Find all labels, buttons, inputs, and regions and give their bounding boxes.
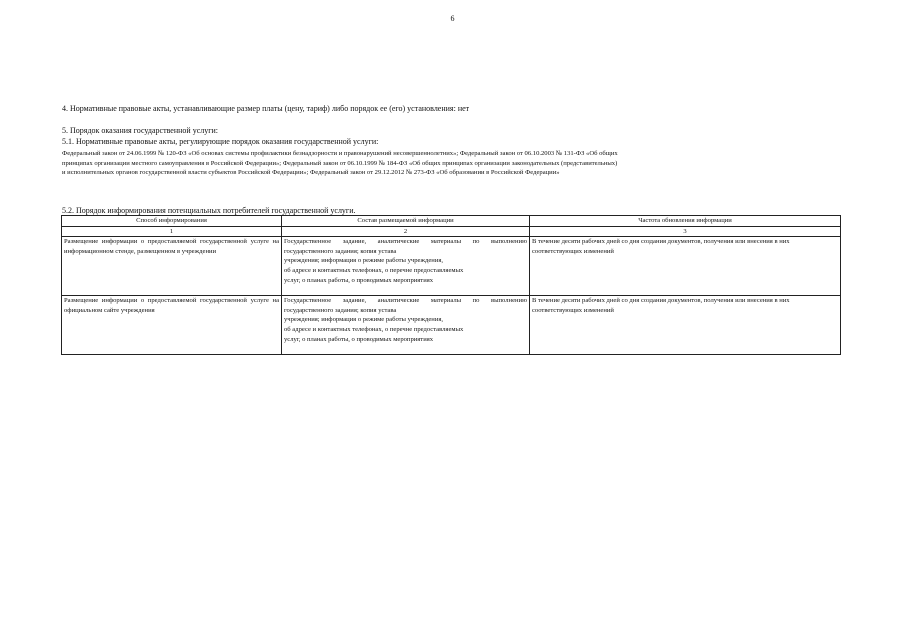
header-content: Состав размещаемой информации — [282, 216, 530, 227]
section-5-title: 5. Порядок оказания государственной услуги: — [62, 126, 219, 135]
information-table — [61, 215, 841, 355]
content-lead: Государственное задание, аналитические материалы по выполнению государственного задания; копия устава — [284, 238, 527, 255]
cell-frequency: В течение десяти рабочих дней со дня создания документов, получения или внесения в них соответствующих изменений — [530, 237, 841, 296]
header-method: Способ информирования — [62, 216, 282, 227]
page-number: 6 — [450, 14, 455, 23]
content-line: услуг, о планах работы, о проводимых мероприятиях — [284, 276, 434, 284]
table-number-row — [62, 226, 841, 237]
section-5-1-title: 5.1. Нормативные правовые акты, регулирующие порядок оказания государственной услуги: — [62, 137, 379, 146]
content-lead: Государственное задание, аналитические материалы по выполнению государственного задания; копия устава — [284, 297, 527, 314]
table-row — [62, 237, 841, 296]
law-line: Федеральный закон от 24.06.1999 № 120-ФЗ «Об основах системы профилактики безнадзорности и правонарушений несовершеннолетних»; Федеральный закон от 06.10.2003 № 131-ФЗ «Об общих — [62, 150, 618, 157]
section-5-2-title: 5.2. Порядок информирования потенциальных потребителей государственной услуги. — [62, 206, 356, 215]
content-line: об адресе и контактных телефонах, о перечне предоставляемых — [284, 325, 464, 333]
cell-frequency: В течение десяти рабочих дней со дня создания документов, получения или внесения в них соответствующих изменений — [530, 296, 841, 355]
table-row — [62, 296, 841, 355]
column-number: 1 — [62, 226, 282, 237]
column-number: 2 — [282, 226, 530, 237]
section-4-text: 4. Нормативные правовые акты, устанавливающие размер платы (цену, тариф) либо порядок ее (его) установления: нет — [62, 104, 470, 113]
content-line: учреждения; информация о режиме работы учреждения, — [284, 316, 444, 324]
header-frequency: Частота обновления информации — [530, 216, 841, 227]
table-header-row — [62, 216, 841, 227]
column-number: 3 — [530, 226, 841, 237]
law-line: и исполнительных органов государственной власти субъектов Российской Федерации»; Федеральный закон от 29.12.2012 № 273-ФЗ «Об образовании в Российской Федерации» — [62, 169, 560, 177]
content-line: учреждения; информация о режиме работы учреждения, — [284, 257, 444, 265]
laws-list — [62, 149, 842, 178]
law-line: принципах организации местного самоуправления в Российской Федерации»; Федеральный закон от 06.10.1999 № 184-ФЗ «Об общих принципах организации законодательных (представительных) — [62, 159, 618, 167]
content-line: услуг, о планах работы, о проводимых мероприятиях — [284, 335, 434, 343]
cell-method: Размещение информации о предоставляемой государственной услуге на информационном стенде, размещенном в учреждении — [62, 237, 282, 296]
cell-content — [282, 237, 530, 296]
cell-method: Размещение информации о предоставляемой государственной услуге на официальном сайте учреждения — [62, 296, 282, 355]
content-line: об адресе и контактных телефонах, о перечне предоставляемых — [284, 266, 464, 274]
cell-content — [282, 296, 530, 355]
